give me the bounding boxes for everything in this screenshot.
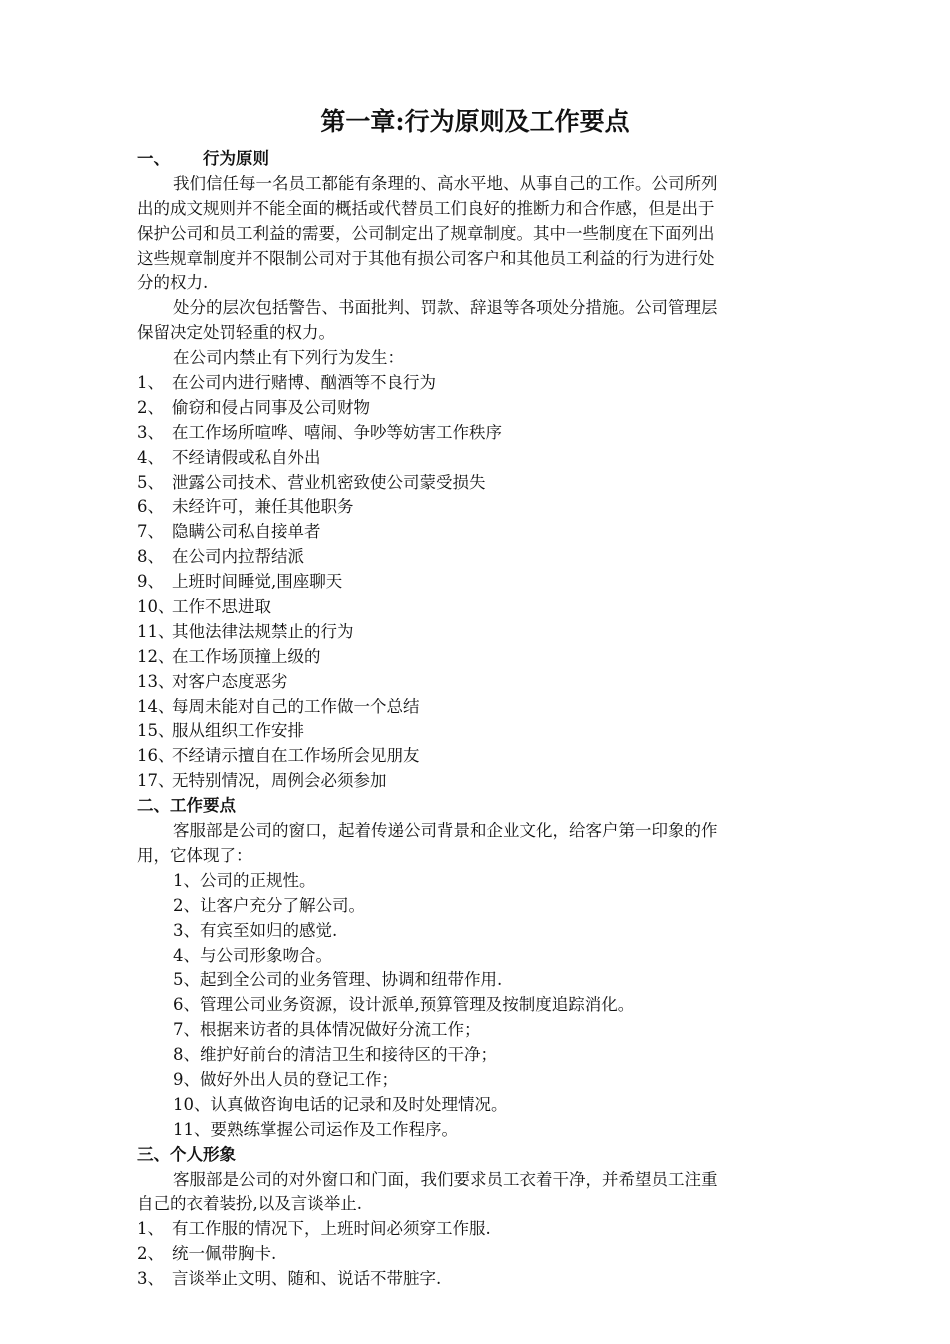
list-item-text: 对客户态度恶劣 <box>172 671 288 691</box>
list-item: 1、公司的正规性。 <box>173 870 316 890</box>
list-item-number: 14、 <box>137 696 175 716</box>
text-line: 出的成文规则并不能全面的概括或代替员工们良好的推断力和合作感，但是出于 <box>137 198 715 218</box>
list-item-number: 1、 <box>137 373 164 393</box>
list-item-number: 13、 <box>137 671 175 691</box>
text-line: 保护公司和员工利益的需要，公司制定出了规章制度。其中一些制度在下面列出 <box>137 223 715 243</box>
list-item: 10、认真做咨询电话的记录和及时处理情况。 <box>173 1094 508 1114</box>
text-line: 客服部是公司的对外窗口和门面，我们要求员工衣着干净，并希望员工注重 <box>173 1169 718 1189</box>
list-item-number: 2、 <box>137 397 164 417</box>
list-item-text: 工作不思进取 <box>172 597 271 617</box>
text-line: 分的权力. <box>137 273 209 293</box>
list-item <box>137 570 817 595</box>
list-item: 3、有宾至如归的感觉. <box>173 920 338 940</box>
list-item-text: 上班时间睡觉,围座聊天 <box>172 572 343 592</box>
intro-paragraph <box>137 819 817 869</box>
list-item: 4、与公司形象吻合。 <box>173 945 332 965</box>
list-item <box>137 495 817 520</box>
document-body <box>137 147 817 1292</box>
list-item-number: 3、 <box>137 1269 164 1289</box>
section-heading-3: 三、个人形象 <box>137 1144 236 1164</box>
list-item-number: 1、 <box>137 1219 164 1239</box>
intro-paragraph <box>137 172 817 296</box>
list-item <box>137 446 817 471</box>
list-item <box>137 744 817 769</box>
prohibited-list <box>137 371 817 794</box>
list-item <box>137 471 817 496</box>
list-item <box>137 620 817 645</box>
list-item-number: 17、 <box>137 771 175 791</box>
list-item-text: 在公司内拉帮结派 <box>172 547 304 567</box>
text-line: 客服部是公司的窗口，起着传递公司背景和企业文化，给客户第一印象的作 <box>173 821 718 841</box>
section-heading-1 <box>137 147 817 172</box>
list-item: 5、起到全公司的业务管理、协调和纽带作用. <box>173 970 503 990</box>
list-item: 6、管理公司业务资源，设计派单,预算管理及按制度追踪消化。 <box>173 995 635 1015</box>
list-item <box>137 371 817 396</box>
list-item-number: 2、 <box>137 1244 164 1264</box>
text-line: 自己的衣着装扮,以及言谈举止. <box>137 1194 362 1214</box>
intro-paragraph <box>137 1168 817 1218</box>
list-item-number: 5、 <box>137 472 164 492</box>
list-item-number: 10、 <box>137 597 175 617</box>
list-item-number: 12、 <box>137 646 175 666</box>
list-item: 7、根据来访者的具体情况做好分流工作； <box>173 1020 481 1040</box>
list-item-number: 15、 <box>137 721 175 741</box>
list-item-number: 6、 <box>137 497 164 517</box>
image-rules-list <box>137 1217 817 1292</box>
list-item-text: 统一佩带胸卡. <box>172 1244 277 1264</box>
list-item-text: 在工作场顶撞上级的 <box>172 646 321 666</box>
list-item: 8、维护好前台的清洁卫生和接待区的干净； <box>173 1045 497 1065</box>
list-item-text: 其他法律法规禁止的行为 <box>172 621 354 641</box>
text-line: 这些规章制度并不限制公司对于其他有损公司客户和其他员工利益的行为进行处 <box>137 248 715 268</box>
list-item <box>137 1217 817 1242</box>
list-item-text: 在工作场所喧哗、嘻闹、争吵等妨害工作秩序 <box>172 422 502 442</box>
penalty-paragraph <box>137 296 817 346</box>
list-item-text: 每周未能对自己的工作做一个总结 <box>172 696 420 716</box>
list-item <box>137 545 817 570</box>
list-item <box>137 595 817 620</box>
text-line: 处分的层次包括警告、书面批判、罚款、辞退等各项处分措施。公司管理层 <box>173 298 718 318</box>
list-item-text: 隐瞒公司私自接单者 <box>172 522 321 542</box>
list-item-text: 服从组织工作安排 <box>172 721 304 741</box>
section-heading-2: 二、工作要点 <box>137 796 236 816</box>
list-item-text: 未经许可，兼任其他职务 <box>172 497 354 517</box>
list-item <box>137 670 817 695</box>
list-item-text: 无特别情况，周例会必须参加 <box>172 771 387 791</box>
section-title: 行为原则 <box>203 149 269 168</box>
text-line: 保留决定处罚轻重的权力。 <box>137 323 335 343</box>
list-item-text: 泄露公司技术、营业机密致使公司蒙受损失 <box>172 472 486 492</box>
list-item-number: 11、 <box>137 621 175 641</box>
list-item: 11、要熟练掌握公司运作及工作程序。 <box>173 1119 458 1139</box>
list-item-text: 在公司内进行赌博、酗酒等不良行为 <box>172 373 436 393</box>
list-item <box>137 1267 817 1292</box>
list-item <box>137 396 817 421</box>
list-item-text: 言谈举止文明、随和、说话不带脏字. <box>172 1269 442 1289</box>
list-item-text: 不经请假或私自外出 <box>172 447 321 467</box>
section-number: 一、 <box>137 149 170 168</box>
list-item <box>137 520 817 545</box>
list-item <box>137 769 817 794</box>
list-item: 2、让客户充分了解公司。 <box>173 895 365 915</box>
list-item-number: 16、 <box>137 746 175 766</box>
page-title: 第一章:行为原则及工作要点 <box>320 107 630 136</box>
list-item <box>137 645 817 670</box>
list-item <box>137 719 817 744</box>
list-item <box>137 1242 817 1267</box>
list-item-text: 不经请示擅自在工作场所会见朋友 <box>172 746 420 766</box>
list-item-number: 8、 <box>137 547 164 567</box>
list-item-number: 4、 <box>137 447 164 467</box>
list-item-number: 3、 <box>137 422 164 442</box>
list-item: 9、做好外出人员的登记工作； <box>173 1069 398 1089</box>
list-item-text: 有工作服的情况下，上班时间必须穿工作服. <box>172 1219 491 1239</box>
list-item-number: 9、 <box>137 572 164 592</box>
text-line: 我们信任每一名员工都能有条理的、高水平地、从事自己的工作。公司所列 <box>173 173 718 193</box>
list-item <box>137 695 817 720</box>
list-item-number: 7、 <box>137 522 164 542</box>
list-item-text: 偷窃和侵占同事及公司财物 <box>172 397 370 417</box>
text-line: 用，它体现了： <box>137 845 253 865</box>
list-item <box>137 421 817 446</box>
prohibit-intro: 在公司内禁止有下列行为发生： <box>173 348 404 368</box>
work-points-list <box>137 869 817 1143</box>
